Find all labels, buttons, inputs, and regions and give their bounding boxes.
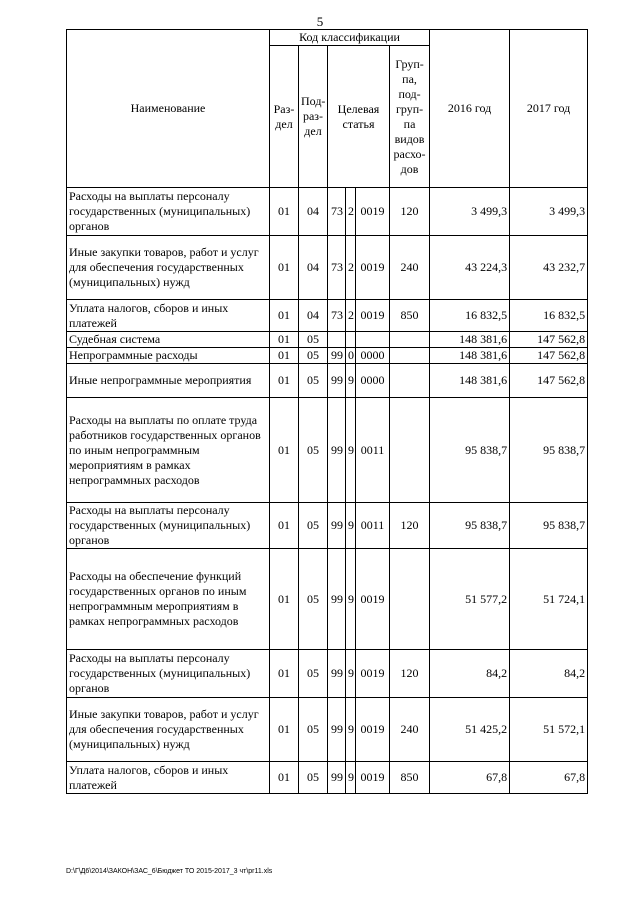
cell-name: Расходы на выплаты персоналу государственных (муниципальных) органов: [67, 503, 270, 549]
cell-v2017: 67,8: [510, 762, 588, 794]
cell-rz: 01: [270, 348, 299, 364]
cell-v2017: 51 724,1: [510, 549, 588, 650]
cell-t1: 99: [328, 398, 346, 503]
cell-t1: 73: [328, 188, 346, 236]
cell-name: Уплата налогов, сборов и иных платежей: [67, 300, 270, 332]
table-row: [67, 549, 588, 650]
cell-name: Расходы на выплаты персоналу государственных (муниципальных) органов: [67, 650, 270, 698]
table-row: [67, 364, 588, 398]
table-row: [67, 188, 588, 236]
cell-t1: 99: [328, 364, 346, 398]
cell-t2: 9: [346, 650, 356, 698]
table-row: [67, 762, 588, 794]
cell-t2: 9: [346, 549, 356, 650]
cell-t3: 0011: [356, 503, 390, 549]
header-group: Груп- па, под- груп- па видов расхо- дов: [390, 46, 430, 188]
cell-t2: 9: [346, 762, 356, 794]
cell-t1: [328, 332, 346, 348]
cell-pr: 05: [299, 348, 328, 364]
cell-t3: 0019: [356, 188, 390, 236]
cell-v2016: 51 577,2: [430, 549, 510, 650]
header-razdel: Раз- дел: [270, 46, 299, 188]
cell-t3: 0019: [356, 762, 390, 794]
cell-t2: 9: [346, 364, 356, 398]
header-name: Наименование: [67, 30, 270, 188]
table-row: [67, 698, 588, 762]
cell-v2017: 95 838,7: [510, 398, 588, 503]
cell-t1: 99: [328, 549, 346, 650]
header-podrazdel: Под- раз- дел: [299, 46, 328, 188]
cell-rz: 01: [270, 503, 299, 549]
cell-t1: 73: [328, 300, 346, 332]
cell-pr: 04: [299, 188, 328, 236]
cell-v2016: 84,2: [430, 650, 510, 698]
table-row: [67, 236, 588, 300]
cell-v2017: 3 499,3: [510, 188, 588, 236]
cell-t2: 9: [346, 503, 356, 549]
cell-pr: 05: [299, 364, 328, 398]
cell-t3: 0019: [356, 300, 390, 332]
cell-pr: 05: [299, 698, 328, 762]
cell-t1: 99: [328, 762, 346, 794]
cell-t3: 0019: [356, 549, 390, 650]
cell-rz: 01: [270, 236, 299, 300]
cell-rz: 01: [270, 650, 299, 698]
cell-pr: 05: [299, 332, 328, 348]
cell-name: Расходы на выплаты персоналу государственных (муниципальных) органов: [67, 188, 270, 236]
cell-vr: 850: [390, 300, 430, 332]
cell-v2017: 147 562,8: [510, 348, 588, 364]
cell-v2017: 16 832,5: [510, 300, 588, 332]
cell-v2016: 95 838,7: [430, 398, 510, 503]
table-row: [67, 300, 588, 332]
cell-pr: 05: [299, 762, 328, 794]
cell-vr: 120: [390, 503, 430, 549]
header-2016: 2016 год: [430, 30, 510, 188]
cell-vr: [390, 398, 430, 503]
cell-vr: [390, 348, 430, 364]
cell-vr: 850: [390, 762, 430, 794]
cell-name: Иные закупки товаров, работ и услуг для обеспечения государственных (муниципальных) нужд: [67, 698, 270, 762]
cell-v2016: 148 381,6: [430, 332, 510, 348]
cell-v2017: 84,2: [510, 650, 588, 698]
cell-t3: 0019: [356, 698, 390, 762]
cell-name: Судебная система: [67, 332, 270, 348]
cell-pr: 05: [299, 503, 328, 549]
header-target: Целевая статья: [328, 46, 390, 188]
cell-v2017: 43 232,7: [510, 236, 588, 300]
cell-pr: 04: [299, 300, 328, 332]
cell-vr: [390, 549, 430, 650]
cell-t2: 9: [346, 398, 356, 503]
cell-vr: 240: [390, 698, 430, 762]
cell-v2017: 95 838,7: [510, 503, 588, 549]
cell-v2017: 147 562,8: [510, 332, 588, 348]
cell-t3: 0019: [356, 650, 390, 698]
cell-t3: 0000: [356, 364, 390, 398]
cell-t2: 2: [346, 188, 356, 236]
cell-t1: 99: [328, 698, 346, 762]
cell-v2017: 147 562,8: [510, 364, 588, 398]
cell-rz: 01: [270, 762, 299, 794]
cell-t3: 0011: [356, 398, 390, 503]
cell-pr: 04: [299, 236, 328, 300]
cell-name: Расходы на выплаты по оплате труда работников государственных органов по иным непрограммным мероприятиям в рамках непрограммных расходов: [67, 398, 270, 503]
cell-name: Иные непрограммные мероприятия: [67, 364, 270, 398]
table-row: [67, 398, 588, 503]
cell-vr: 240: [390, 236, 430, 300]
page-number: 5: [316, 14, 324, 29]
table-body: [67, 188, 588, 794]
cell-t3: 0000: [356, 348, 390, 364]
cell-rz: 01: [270, 364, 299, 398]
cell-t2: 9: [346, 698, 356, 762]
table-row: [67, 503, 588, 549]
cell-t1: 99: [328, 348, 346, 364]
cell-name: Непрограммные расходы: [67, 348, 270, 364]
cell-v2016: 67,8: [430, 762, 510, 794]
cell-t3: 0019: [356, 236, 390, 300]
cell-pr: 05: [299, 398, 328, 503]
cell-v2016: 43 224,3: [430, 236, 510, 300]
cell-rz: 01: [270, 698, 299, 762]
cell-rz: 01: [270, 549, 299, 650]
cell-t1: 99: [328, 650, 346, 698]
header-2017: 2017 год: [510, 30, 588, 188]
cell-vr: [390, 332, 430, 348]
file-path: D:\Г\Д6\2014\ЗАКОН\ЗАС_6\Бюджет ТО 2015-2017_3 чт\pr11.xls: [66, 868, 273, 875]
cell-vr: [390, 364, 430, 398]
cell-pr: 05: [299, 549, 328, 650]
cell-t2: 2: [346, 300, 356, 332]
cell-t2: 2: [346, 236, 356, 300]
cell-name: Иные закупки товаров, работ и услуг для обеспечения государственных (муниципальных) нужд: [67, 236, 270, 300]
cell-rz: 01: [270, 300, 299, 332]
cell-rz: 01: [270, 188, 299, 236]
cell-v2016: 3 499,3: [430, 188, 510, 236]
cell-vr: 120: [390, 188, 430, 236]
cell-v2016: 51 425,2: [430, 698, 510, 762]
cell-v2017: 51 572,1: [510, 698, 588, 762]
table-row: [67, 332, 588, 348]
cell-t2: 0: [346, 348, 356, 364]
cell-t3: [356, 332, 390, 348]
cell-name: Расходы на обеспечение функций государственных органов по иным непрограммным мероприятиям в рамках непрограммных расходов: [67, 549, 270, 650]
cell-v2016: 95 838,7: [430, 503, 510, 549]
cell-v2016: 148 381,6: [430, 348, 510, 364]
cell-name: Уплата налогов, сборов и иных платежей: [67, 762, 270, 794]
header-code: Код классификации: [270, 30, 430, 46]
cell-vr: 120: [390, 650, 430, 698]
cell-pr: 05: [299, 650, 328, 698]
cell-v2016: 16 832,5: [430, 300, 510, 332]
budget-table: [66, 29, 588, 794]
cell-t1: 99: [328, 503, 346, 549]
cell-t2: [346, 332, 356, 348]
table-row: [67, 650, 588, 698]
cell-t1: 73: [328, 236, 346, 300]
table-row: [67, 348, 588, 364]
cell-rz: 01: [270, 398, 299, 503]
cell-rz: 01: [270, 332, 299, 348]
cell-v2016: 148 381,6: [430, 364, 510, 398]
